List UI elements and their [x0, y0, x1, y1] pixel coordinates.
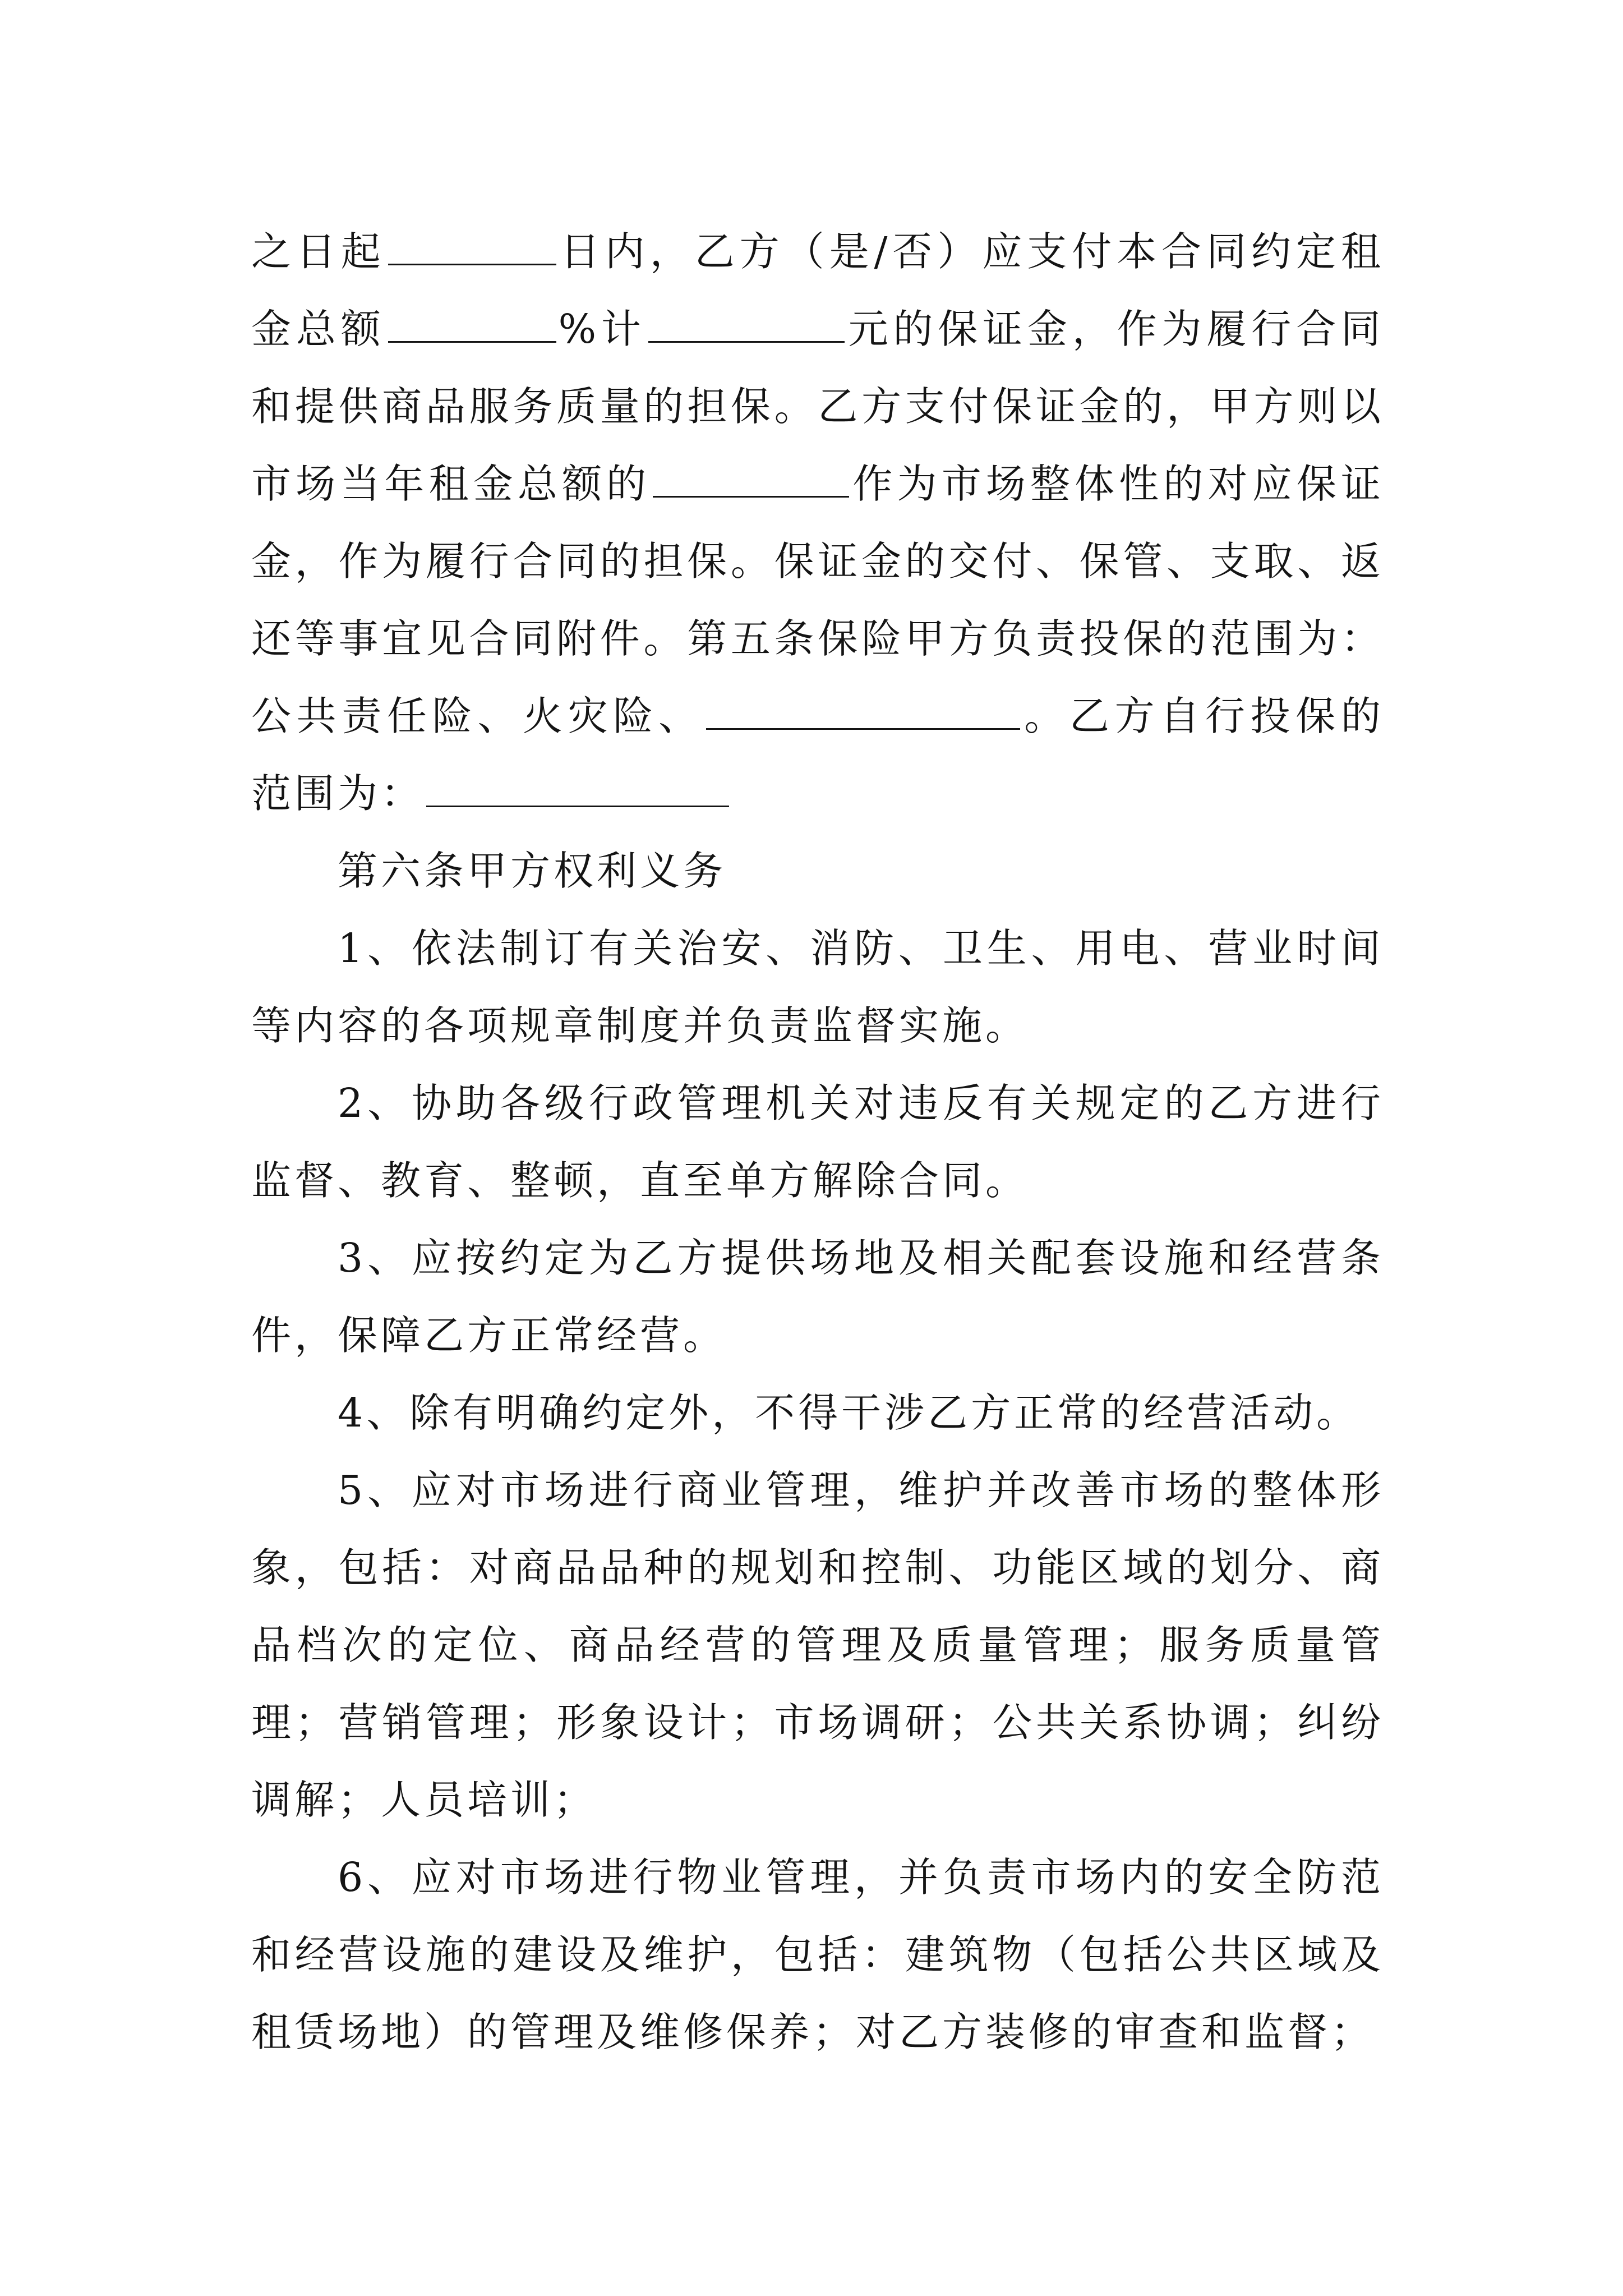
- paragraph-6: [251, 1839, 1384, 2071]
- paragraph-text: 4、除有明确约定外，不得干涉乙方正常的经营活动。: [338, 1389, 1360, 1436]
- paragraph-5: [251, 1452, 1384, 1839]
- fill-in-blank: [653, 462, 849, 498]
- paragraph-text: 6、应对市场进行物业管理，并负责市场内的安全防范和经营设施的建设及维护，包括：建筑物（包括公共区域及租赁场地）的管理及维修保养；对乙方装修的审查和监督；: [251, 1854, 1384, 2055]
- paragraph-3: [251, 1220, 1384, 1374]
- paragraph-text: 之日起: [251, 228, 386, 275]
- paragraph-1: [251, 910, 1384, 1065]
- paragraph-2: [251, 1065, 1384, 1220]
- paragraph-art6: [251, 832, 1384, 910]
- paragraph-text: 2、协助各级行政管理机关对违反有关规定的乙方进行监督、教育、整顿，直至单方解除合同。: [251, 1080, 1384, 1204]
- paragraph-deposit: [251, 213, 1384, 832]
- fill-in-blank: [706, 694, 1020, 730]
- document-body: [251, 213, 1384, 2071]
- paragraph-text: 日内，乙方（是/否）应支付本合同约定租金总额: [251, 228, 1384, 352]
- paragraph-text: 3、应按约定为乙方提供场地及相关配套设施和经营条件，保障乙方正常经营。: [251, 1235, 1384, 1359]
- paragraph-text: 。乙方自行投保的范围为：: [251, 693, 1384, 817]
- fill-in-blank: [388, 230, 556, 265]
- paragraph-text: 第六条甲方权利义务: [338, 848, 727, 894]
- fill-in-blank: [388, 307, 556, 343]
- paragraph-text: 5、应对市场进行商业管理，维护并改善市场的整体形象，包括：对商品品种的规划和控制、功能区域的划分、商品档次的定位、商品经营的管理及质量管理；服务质量管理；营销管理；形象设计；市场调研；公共关系协调；纠纷调解；人员培训；: [251, 1467, 1384, 1823]
- fill-in-blank: [648, 307, 845, 343]
- paragraph-text: 1、依法制订有关治安、消防、卫生、用电、营业时间等内容的各项规章制度并负责监督实施。: [251, 925, 1384, 1049]
- paragraph-4: [251, 1374, 1384, 1452]
- paragraph-text: 作为市场整体性的对应保证金，作为履行合同的担保。保证金的交付、保管、支取、返还等事宜见合同附件。第五条保险甲方负责投保的范围为：公共责任险、火灾险、: [251, 461, 1384, 739]
- fill-in-blank: [426, 772, 729, 807]
- paragraph-text: %计: [558, 306, 646, 352]
- paragraph-text: 元的保证金，作为履行合同和提供商品服务质量的担保。乙方支付保证金的，甲方则以市场当年租金总额的: [251, 306, 1384, 507]
